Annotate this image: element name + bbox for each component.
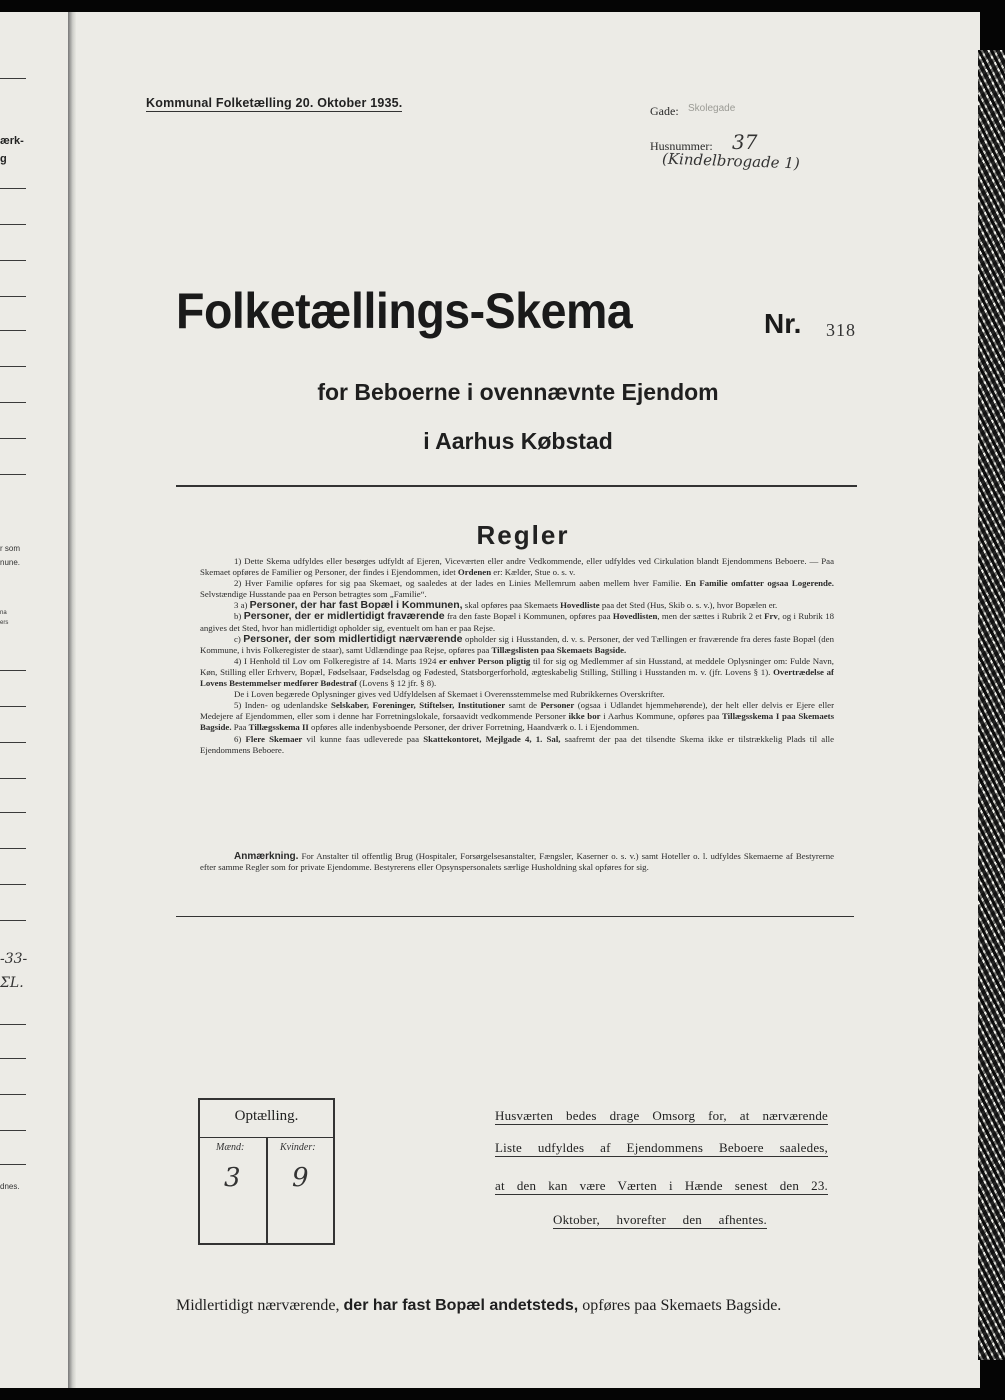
notice-line: at den kan være Værten i Hænde senest den 23. xyxy=(495,1178,828,1193)
notice-line: Oktober, hvorefter den afhentes. xyxy=(553,1212,767,1227)
facing-handwriting: -33- xyxy=(0,951,28,967)
facing-text: na xyxy=(0,610,7,616)
facing-rule xyxy=(0,1058,26,1059)
facing-page xyxy=(0,12,69,1388)
rule-5: 5) Inden- og udenlandske Selskaber, Foreninger, Stiftelser, Institutioner samt de Personer (ogsaa i Udlandet hjemmehørende), der helt eller delvis er Ejere eller Medejere af Ejendommen, eller som i denne har Forretningslokale, forsaavidt vedkommende Personer ikke bor i Aarhus Kommune, opføres paa Tillægsskema I paa Skemaets Bagside. Paa Tillægsskema II opføres alle indenbysboende Personer, der driver Forretning, Haandværk o. l. i Ejendommen. xyxy=(200,700,835,733)
facing-rule xyxy=(0,260,26,261)
facing-rule xyxy=(0,1130,26,1131)
notice-line: Husværten bedes drage Omsorg for, at nærværende xyxy=(495,1108,828,1123)
facing-rule xyxy=(0,366,26,367)
facing-rule xyxy=(0,884,26,885)
rules-text xyxy=(200,556,834,756)
facing-handwriting: ΣL. xyxy=(0,975,24,991)
facing-rule xyxy=(0,474,26,475)
gade-label: Gade: xyxy=(650,104,679,118)
facing-rule xyxy=(0,78,26,79)
count-box-heading: Optælling. xyxy=(200,1100,333,1138)
facing-rule xyxy=(0,848,26,849)
handwritten-address-note: (Kindelbrogade 1) xyxy=(661,149,801,173)
facing-text: dnes. xyxy=(0,1182,20,1191)
men-count: 3 xyxy=(224,1163,241,1193)
facing-text: nune. xyxy=(0,558,21,567)
rule-4-note: De i Loven begærede Oplysninger gives ved Udfyldelsen af Skemaet i Overensstemmelse med Rubrikkernes Overskrifter. xyxy=(234,689,665,700)
census-header: Kommunal Folketælling 20. Oktober 1935. xyxy=(146,96,403,110)
notice-line: Liste udfyldes af Ejendommens Beboere saaledes, xyxy=(495,1140,828,1155)
facing-rule xyxy=(0,706,26,707)
form-number-value: 318 xyxy=(826,320,856,340)
facing-rule xyxy=(0,1164,26,1165)
remark-paragraph: Anmærkning. For Anstalter til offentlig Brug (Hospitaler, Forsørgelsesanstalter, Fængsler, Kaserner o. s. v.) samt Hoteller o. l. udfyldes Skemaerne af Bestyrerne efter samme Regler som for private Ejendomme. Bestyrerens eller Opsynspersonalets særlige Husholdning skal opføres for sig. xyxy=(200,851,834,873)
women-count: 9 xyxy=(292,1163,309,1193)
facing-rule xyxy=(0,188,26,189)
rule-2: 2) Hver Familie opføres for sig paa Skemaet, og saaledes at der lades en Linies Mellemrum aaben mellem hver Familie. En Familie omfatter ogsaa Logerende. Selvstændige Husstande paa en Person betragtes som „Familie“. xyxy=(200,578,834,600)
rule-3a: 3 a) Personer, der har fast Bopæl i Kommunen, skal opføres paa Skemaets Hovedliste paa det Sted (Hus, Skib o. s. v.), hvor Bopælen er. xyxy=(234,599,778,612)
facing-rule xyxy=(0,778,26,779)
footer-note: Midlertidigt nærværende, der har fast Bopæl andetsteds, opføres paa Skemaets Bagside. xyxy=(176,1297,782,1314)
facing-text: r som xyxy=(0,544,20,553)
facing-rule xyxy=(0,742,26,743)
facing-rule xyxy=(0,330,26,331)
book-spine xyxy=(68,12,76,1388)
facing-rule xyxy=(0,224,26,225)
facing-rule xyxy=(0,296,26,297)
facing-text: ers xyxy=(0,620,9,626)
rule-3b: b) Personer, der er midlertidigt fraværende fra den faste Bopæl i Kommunen, opføres paa Hovedlisten, men der sættes i Rubrik 2 et Frv, og i Rubrik 18 angives det Sted, hvor han midlertidigt opholder sig, eventuelt om han er paa Rejse. xyxy=(200,610,834,633)
form-subtitle: for Beboerne i ovennævnte Ejendom xyxy=(317,379,719,405)
form-number-label: Nr. xyxy=(764,308,802,339)
rule-6: 6) Flere Skemaer vil kunne faas udleverede paa Skattekontoret, Mejlgade 4, 1. Sal, saafremt der paa det tilsendte Skema ikke er tilstrækkelig Plads til alle Ejendommens Beboere. xyxy=(200,733,835,755)
facing-rule xyxy=(0,920,26,921)
facing-text: g xyxy=(0,153,7,165)
divider xyxy=(176,485,857,487)
facing-rule xyxy=(0,670,26,671)
rule-4: 4) I Henhold til Lov om Folkeregistre af 14. Marts 1924 er enhver Person pligtig til for sig og Medlemmer af sin Husstand, at meddele Oplysninger om: Fulde Navn, Køn, Stilling eller Erhverv, Bopæl, Fødselsaar, Fødselsdag og Fødested, Statsborgerforhold, ægteskabelig Stilling, Stilling i Husstanden m. v. (jfr. Lovens § 1). Overtrædelse af Lovens Bestemmelser medfører Bødestraf (Lovens § 12 jfr. § 8). xyxy=(200,655,834,689)
remark-label: Anmærkning. xyxy=(234,851,299,862)
form-title: Folketællings-Skema xyxy=(176,283,633,339)
rule-3c: c) Personer, der som midlertidigt nærværende opholder sig i Husstanden, d. v. s. Personer, der ved Tællingen er fraværende fra deres faste Bopæl (den Kommune, i hvis Folkeregister de staar), samt Udlændinge paa Rejse, opføres paa Tillægslisten paa Skemaets Bagside. xyxy=(200,632,834,655)
gade-value: Skolegade xyxy=(688,103,736,114)
count-box xyxy=(198,1098,335,1245)
form-location: i Aarhus Købstad xyxy=(423,428,613,454)
women-label: Kvinder: xyxy=(280,1142,316,1153)
facing-text: ærk- xyxy=(0,135,24,147)
husnummer-value: 37 xyxy=(732,130,758,154)
rules-heading: Regler xyxy=(476,520,570,550)
facing-rule xyxy=(0,1094,26,1095)
men-label: Mænd: xyxy=(216,1142,245,1153)
marbled-cover-edge xyxy=(978,50,1005,1360)
divider xyxy=(176,916,854,917)
facing-rule xyxy=(0,812,26,813)
rule-1: 1) Dette Skema udfyldes eller besørges udfyldt af Ejeren, Viceværten eller andre Vedkommende, eller udfyldes ved Cirkulation blandt Ejendommens Beboere. — Paa Skemaet opføres de Familier og Personer, der findes i Ejendommen, idet Ordenen er: Kælder, Stue o. s. v. xyxy=(200,556,834,578)
husnummer-label: Husnummer: xyxy=(650,139,713,153)
facing-rule xyxy=(0,1024,26,1025)
count-box-divider xyxy=(266,1137,268,1245)
